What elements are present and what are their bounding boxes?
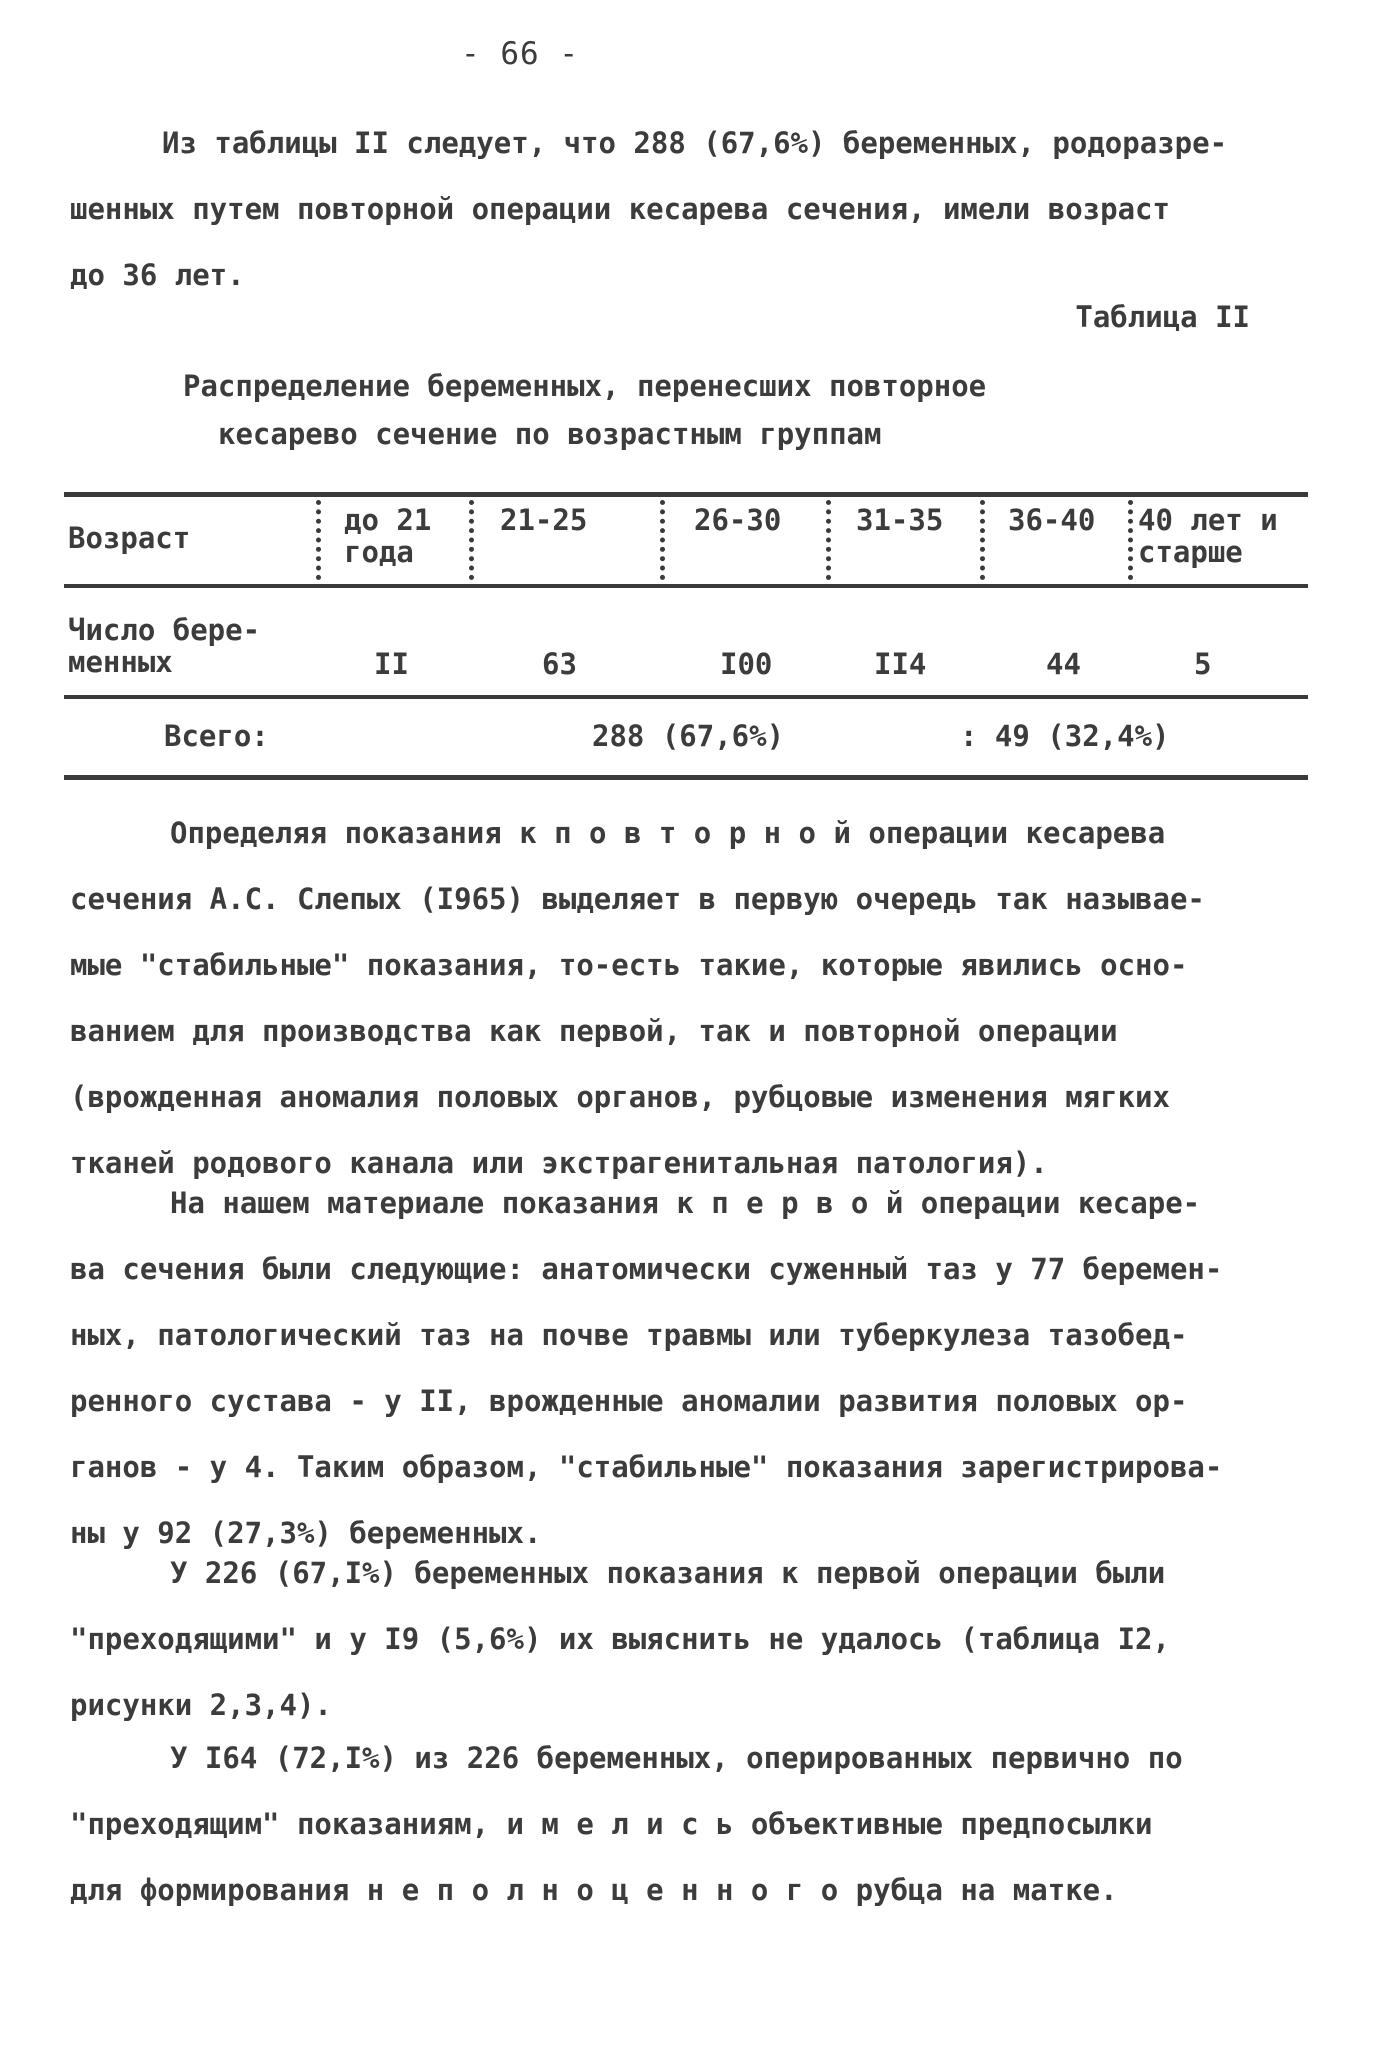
count-row-label: Число бере- менных xyxy=(68,613,261,679)
total-row-label: Всего: xyxy=(164,719,269,753)
column-separator xyxy=(469,500,474,580)
count-cell: I00 xyxy=(720,647,773,681)
table-top-rule xyxy=(64,492,1308,497)
caption-line: кесарево сечение по возрастным группам xyxy=(218,417,882,451)
paragraph-first-operation xyxy=(70,1170,1250,1566)
count-cell: 63 xyxy=(542,647,577,681)
table-label: Таблица II xyxy=(1075,300,1250,334)
text-line: тканей родового канала или экстрагенитальная патология). xyxy=(70,1146,1048,1180)
header-rule xyxy=(64,584,1308,588)
count-cell: 44 xyxy=(1046,647,1081,681)
column-separator xyxy=(980,500,985,580)
count-cell: 5 xyxy=(1194,647,1212,681)
text-line: для формирования н е п о л н о ц е н н о г о рубца на матке. xyxy=(70,1873,1118,1907)
text-line: ва сечения были следующие: анатомически суженный таз у 77 беремен- xyxy=(70,1252,1223,1286)
text-line: (врожденная аномалия половых органов, рубцовые изменения мягких xyxy=(70,1080,1170,1114)
count-cell: II xyxy=(374,647,409,681)
text-line: до 36 лет. xyxy=(70,258,245,292)
text-line: ванием для производства как первой, так и повторной операции xyxy=(70,1014,1118,1048)
column-separator xyxy=(1128,500,1133,580)
caption-line: Распределение беременных, перенесших повторное xyxy=(183,369,987,403)
header-row-label: Возраст xyxy=(68,521,191,555)
page-number: - 66 - xyxy=(461,36,579,72)
text-line: На нашем материале показания к п е р в о й операции кесаре- xyxy=(170,1186,1201,1220)
header-cell: 40 лет и старше xyxy=(1138,503,1278,569)
text-line: У I64 (72,I%) из 226 беременных, оперированных первично по xyxy=(170,1741,1183,1775)
paragraph-transient xyxy=(70,1540,1250,1738)
text-line: ганов - у 4. Таким образом, "стабильные" показания зарегистрирова- xyxy=(70,1450,1223,1484)
column-separator xyxy=(660,500,665,580)
header-cell: 21-25 xyxy=(500,503,588,537)
total-left: 288 (67,6%) xyxy=(592,719,785,753)
paragraph-scar xyxy=(70,1725,1250,1923)
intro-paragraph xyxy=(70,110,1240,308)
text-line: "преходящими" и у I9 (5,6%) их выяснить не удалось (таблица I2, xyxy=(70,1622,1170,1656)
text-line: У 226 (67,I%) беременных показания к первой операции были xyxy=(170,1556,1166,1590)
text-line: "преходящим" показаниям, и м е л и с ь объективные предпосылки xyxy=(70,1807,1153,1841)
text-line: ны у 92 (27,3%) беременных. xyxy=(70,1516,542,1550)
header-cell: 31-35 xyxy=(856,503,944,537)
header-cell: 36-40 xyxy=(1008,503,1096,537)
column-separator xyxy=(826,500,831,580)
count-cell: II4 xyxy=(874,647,927,681)
text-line: ных, патологический таз на почве травмы или туберкулеза тазобед- xyxy=(70,1318,1188,1352)
column-separator xyxy=(316,500,321,580)
age-distribution-table xyxy=(64,492,1308,782)
table-bottom-rule xyxy=(64,775,1308,780)
text-line: Определяя показания к п о в т о р н о й операции кесарева xyxy=(170,816,1166,850)
paragraph-indications xyxy=(70,800,1250,1196)
text-line: рисунки 2,3,4). xyxy=(70,1688,332,1722)
text-line: шенных путем повторной операции кесарева сечения, имели возраст xyxy=(70,192,1170,226)
text-line: мые "стабильные" показания, то-есть такие, которые явились осно- xyxy=(70,948,1188,982)
data-rule xyxy=(64,695,1308,699)
total-right: : 49 (32,4%) xyxy=(960,719,1170,753)
header-cell: 26-30 xyxy=(694,503,782,537)
text-line: сечения А.С. Слепых (I965) выделяет в первую очередь так называе- xyxy=(70,882,1205,916)
text-line: ренного сустава - у II, врожденные аномалии развития половых ор- xyxy=(70,1384,1188,1418)
text-line: Из таблицы II следует, что 288 (67,6%) беременных, родоразре- xyxy=(162,126,1228,160)
header-cell: до 21 года xyxy=(344,503,432,569)
